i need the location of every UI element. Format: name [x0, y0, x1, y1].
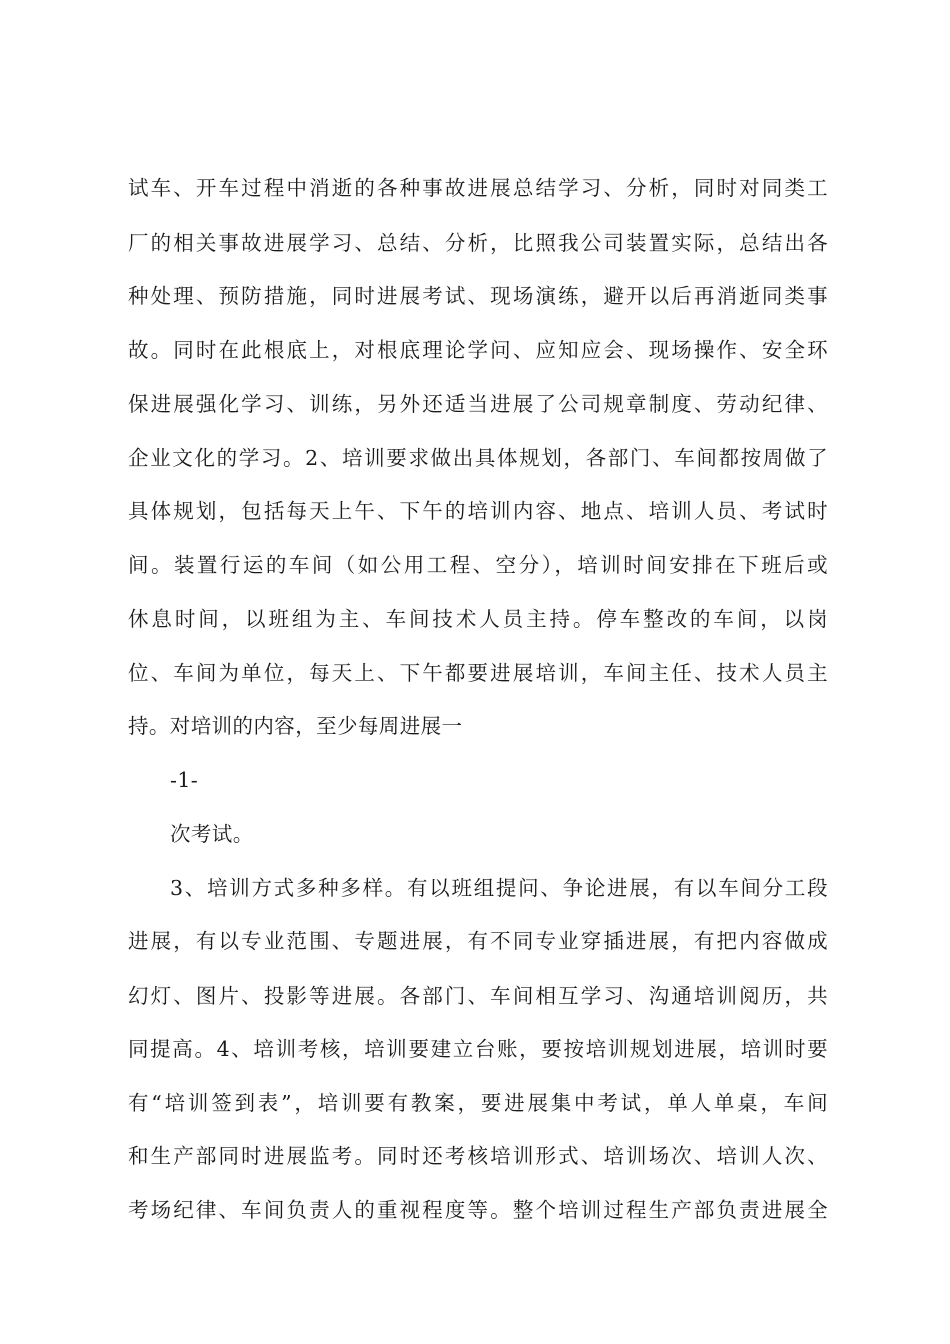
paragraph-line: 进展，有以专业范围、专题进展，有不同专业穿插进展，有把内容做成 — [128, 929, 828, 953]
paragraph-line: 故。同时在此根底上，对根底理论学问、应知应会、现场操作、安全环 — [128, 338, 828, 362]
paragraph-line: 试车、开车过程中消逝的各种事故进展总结学习、分析，同时对同类工 — [128, 176, 828, 200]
paragraph-line: 有“培训签到表”，培训要有教案，要进展集中考试，单人单桌，车间 — [128, 1091, 828, 1115]
paragraph-line: 种处理、预防措施，同时进展考试、现场演练，避开以后再消逝同类事 — [128, 284, 828, 308]
paragraph-line: 具体规划，包括每天上午、下午的培训内容、地点、培训人员、考试时 — [128, 499, 828, 523]
paragraph-line: 3、培训方式多种多样。有以班组提问、争论进展，有以车间分工段 — [170, 876, 828, 900]
paragraph-line: 休息时间，以班组为主、车间技术人员主持。停车整改的车间，以岗 — [128, 607, 828, 631]
paragraph-line: 企业文化的学习。2、培训要求做出具体规划，各部门、车间都按周做了 — [128, 446, 828, 470]
paragraph-line: 同提高。4、培训考核，培训要建立台账，要按培训规划进展，培训时要 — [128, 1037, 828, 1061]
paragraph-line: 保进展强化学习、训练，另外还适当进展了公司规章制度、劳动纪律、 — [128, 392, 828, 416]
paragraph-line: 厂的相关事故进展学习、总结、分析，比照我公司装置实际，总结出各 — [128, 231, 828, 255]
paragraph-line: 次考试。 — [170, 822, 254, 846]
paragraph-line: 考场纪律、车间负责人的重视程度等。整个培训过程生产部负责进展全 — [128, 1198, 828, 1222]
page-number: -1- — [170, 768, 199, 792]
paragraph-line: 间。装置行运的车间（如公用工程、空分），培训时间安排在下班后或 — [128, 553, 828, 577]
paragraph-line: 和生产部同时进展监考。同时还考核培训形式、培训场次、培训人次、 — [128, 1144, 828, 1168]
paragraph-line: 幻灯、图片、投影等进展。各部门、车间相互学习、沟通培训阅历，共 — [128, 984, 828, 1008]
paragraph-line: 位、车间为单位，每天上、下午都要进展培训，车间主任、技术人员主 — [128, 661, 828, 685]
paragraph-line: 持。对培训的内容，至少每周进展一 — [128, 714, 463, 738]
